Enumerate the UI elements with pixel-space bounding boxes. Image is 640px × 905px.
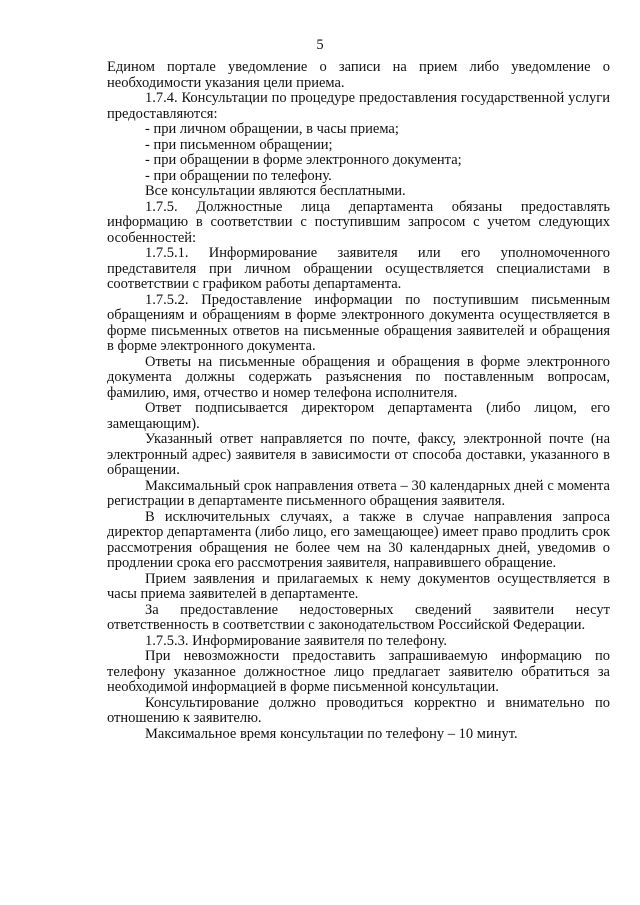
page-number: 5 [316,37,324,53]
paragraph: При невозможности предоставить запрашиваемую информацию по телефону указанное должностное лицо предлагает заявителю обратиться за необходимой информацией в форме письменной консультации. [107,648,610,695]
paragraph: Ответ подписывается директором департамента (либо лицом, его замещающим). [107,400,610,432]
document-body [107,60,610,742]
paragraph: Максимальный срок направления ответа – 30 календарных дней с момента регистрации в департаменте письменного обращения заявителя. [107,477,610,509]
paragraph: Максимальное время консультации по телефону – 10 минут. [145,725,518,742]
paragraph: 1.7.5.1. Информирование заявителя или его уполномоченного представителя при личном обращении осуществляется специалистами в соответствии с графиком работы департамента. [107,245,610,292]
paragraph: Прием заявления и прилагаемых к нему документов осуществляется в часы приема заявителей в департаменте. [107,570,610,602]
paragraph: 1.7.5.3. Информирование заявителя по телефону. [145,632,447,649]
paragraph: Едином портале уведомление о записи на прием либо уведомление о необходимости указания цели приема. [107,59,610,91]
list-item: - при личном обращении, в часы приема; [145,121,399,137]
list-item: - при обращении в форме электронного документа; [145,152,462,168]
paragraph: Все консультации являются бесплатными. [145,183,406,199]
paragraph: 1.7.4. Консультации по процедуре предоставления государственной услуги предоставляются: [107,90,610,122]
list-item: - при обращении по телефону. [145,167,332,184]
paragraph: Ответы на письменные обращения и обращения в форме электронного документа должны содержать разъяснения по поставленным вопросам, фамилию, имя, отчество и номер телефона исполнителя. [107,353,610,401]
paragraph: Указанный ответ направляется по почте, факсу, электронной почте (на электронный адрес) заявителя в зависимости от способа доставки, указанного в обращении. [107,431,610,478]
paragraph: Консультирование должно проводиться корректно и внимательно по отношению к заявителю. [107,694,610,726]
paragraph: 1.7.5. Должностные лица департамента обязаны предоставлять информацию в соответствии с поступившим запросом с учетом следующих особенностей: [107,198,610,246]
paragraph: В исключительных случаях, а также в случае направления запроса директор департамента (либо лицо, его замещающее) имеет право продлить срок рассмотрения обращения не более чем на 30 календарных дней, уведомив о продлении срока его рассмотрения заявителя, направившего обращение. [107,508,610,571]
paragraph: За предоставление недостоверных сведений заявители несут ответственность в соответствии с законодательством Российской Федерации. [107,601,610,633]
paragraph: 1.7.5.2. Предоставление информации по поступившим письменным обращениям и обращениям в форме электронного документа осуществляется в форме письменных ответов на письменные обращения заявителей и обращения в форме электронного документа. [107,291,610,354]
list-item: - при письменном обращении; [145,136,333,153]
